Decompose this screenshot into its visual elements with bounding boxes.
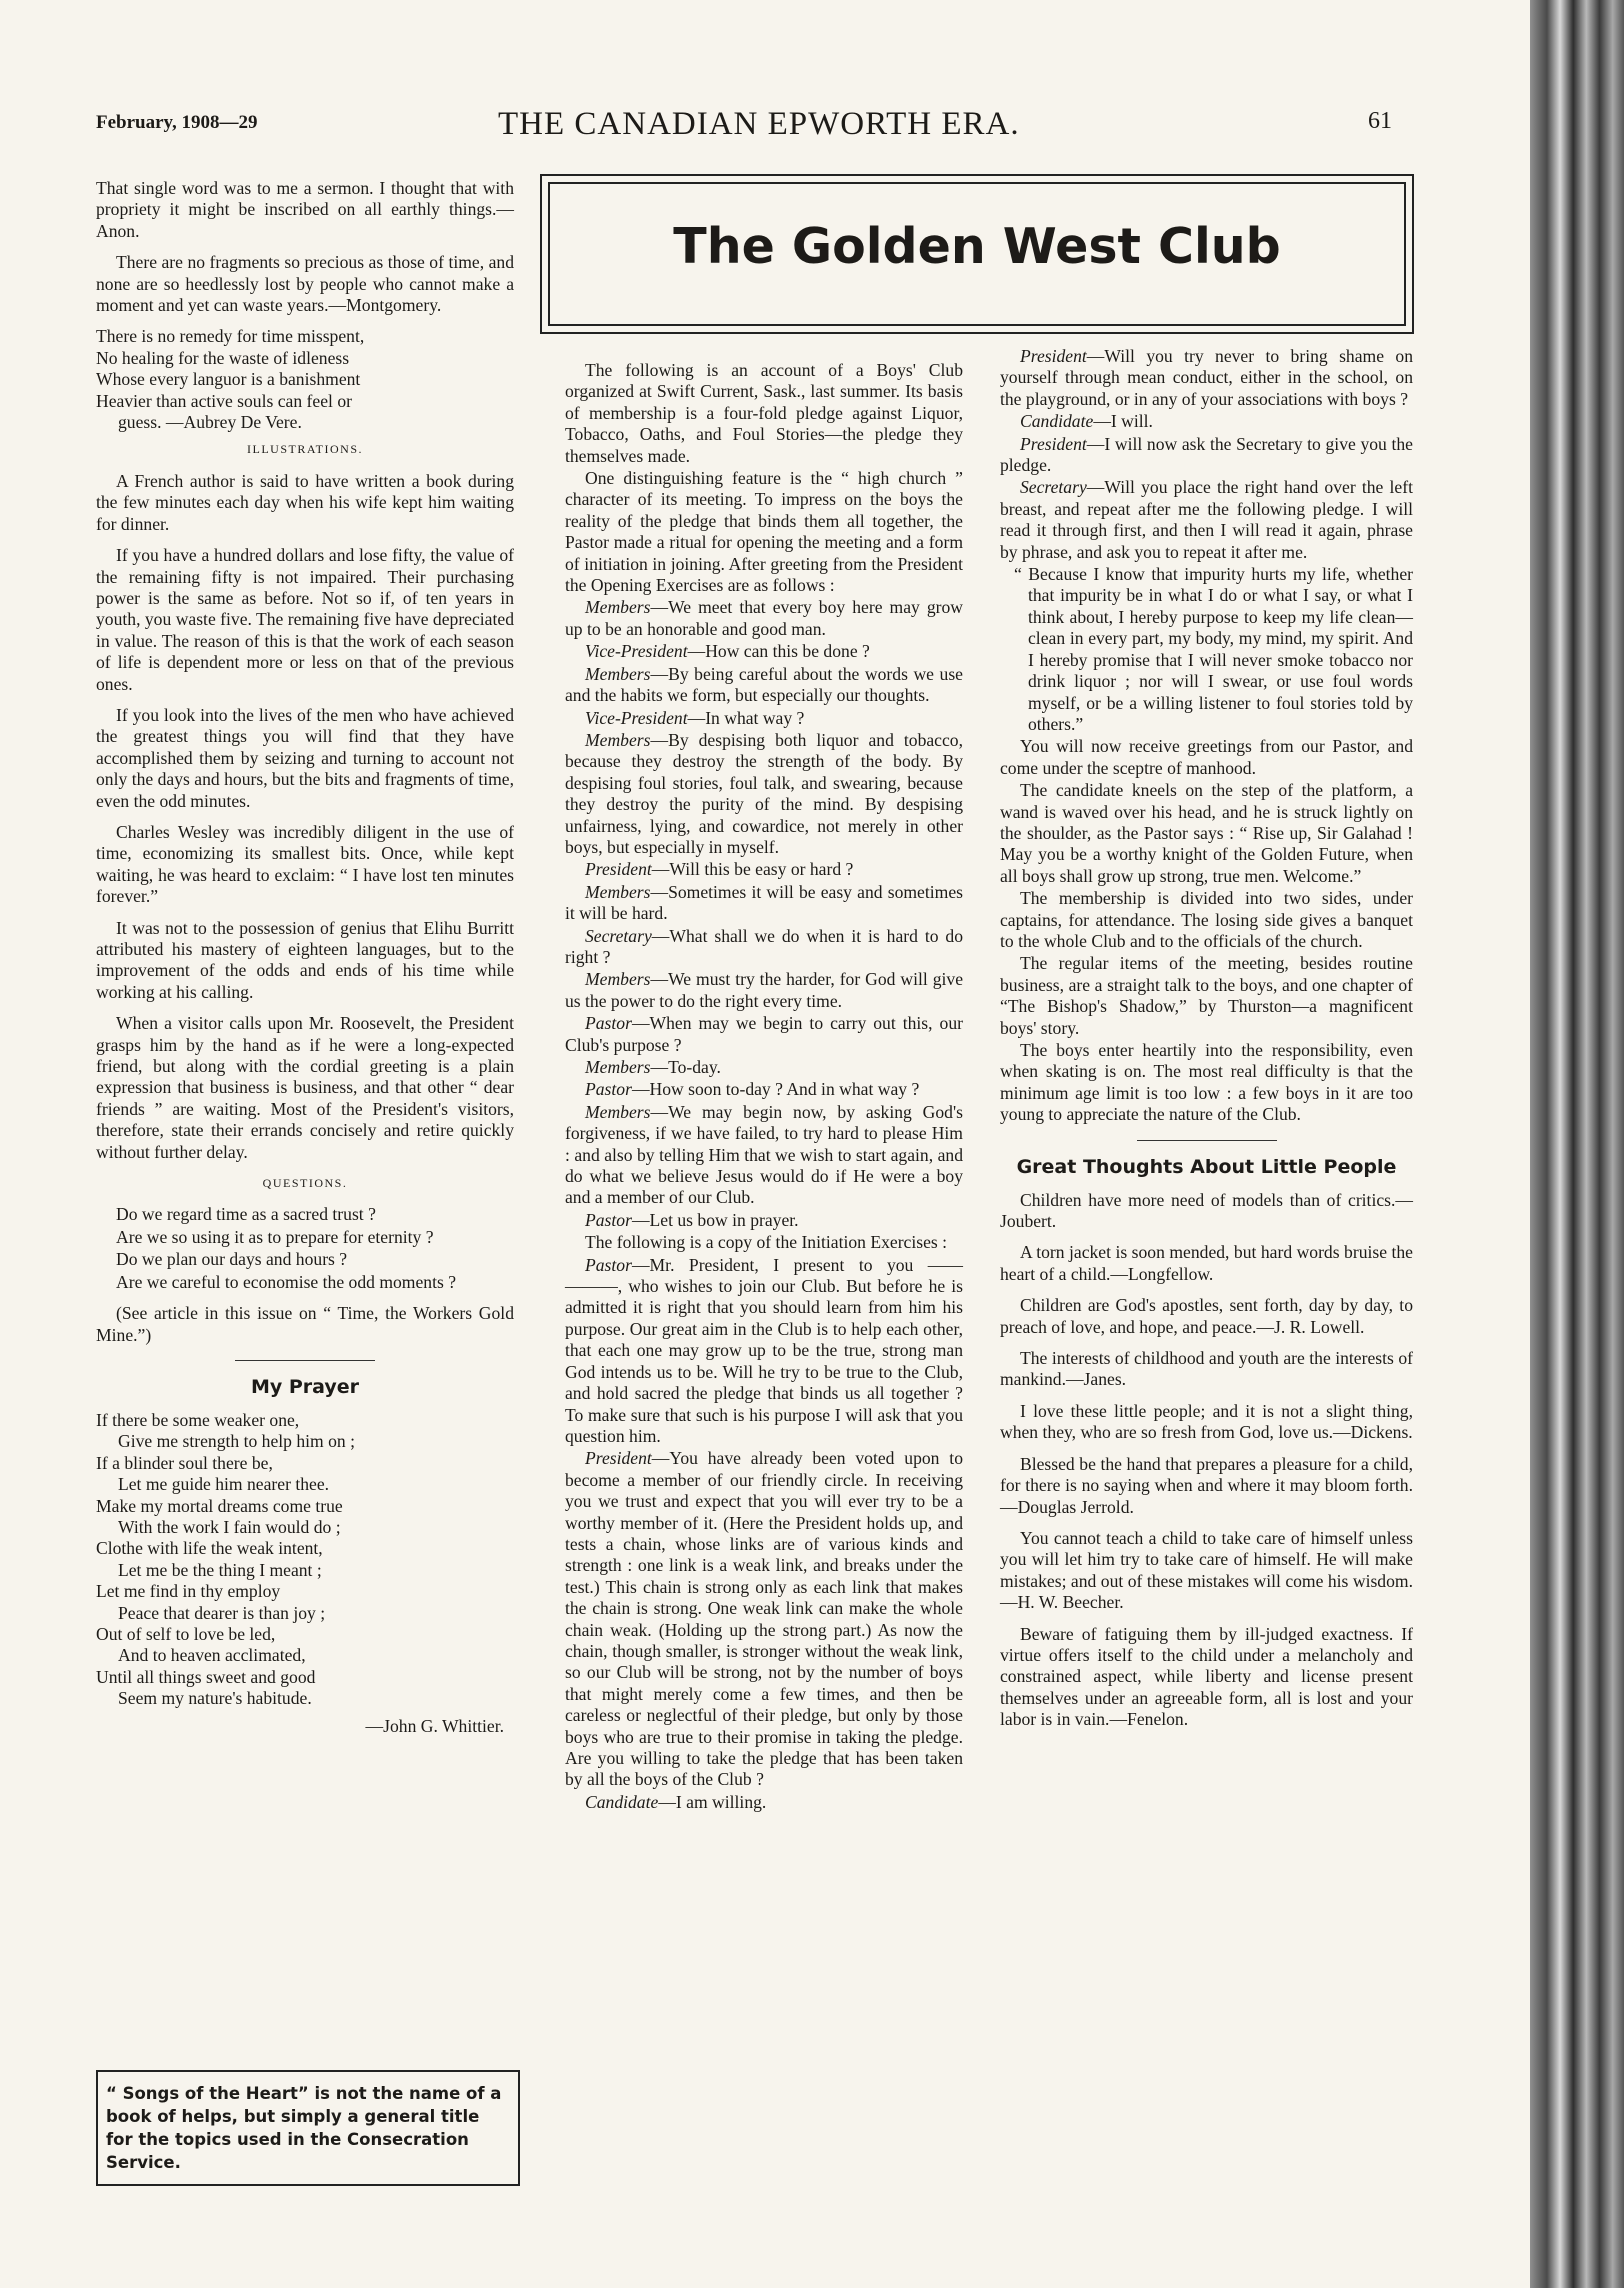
verse-line: Seem my nature's habitude. <box>118 1688 312 1709</box>
paragraph: A French author is said to have written a book during the few minutes each day when his wife kept him waiting for dinner. <box>96 470 514 534</box>
quote: Beware of fatiguing them by ill-judged exactness. If virtue offers itself to the child under a melancholy and constrained aspect, while liberty and license present themselves under an agreeable form, all is lost and your labor is in vain.—Fenelon. <box>1000 1623 1413 1730</box>
divider <box>235 1360 375 1361</box>
paragraph: If you have a hundred dollars and lose fifty, the value of the remaining fifty is not impaired. Their purchasing power is the same as before. Not so if, of ten years in youth, you waste five. The remaining five have depreciated in value. The reason of this is that the work of each season of life is dependent more or less on that of the previous ones. <box>96 545 514 694</box>
paragraph: When a visitor calls upon Mr. Roosevelt, the President grasps him by the hand as if he were a long-expected friend, but along with the cordial greeting is a plain expression that business is business, and that other “ dear friends ” are waiting. Most of the President's visitors, therefore, state their errands concisely and retire quickly without further delay. <box>96 1013 514 1162</box>
illustrations-heading: ILLUSTRATIONS. <box>247 442 363 457</box>
paragraph: There are no fragments so precious as those of time, and none are so heedlessly lost by people who cannot make a moment and yet can waste years.—Montgomery. <box>96 252 514 316</box>
verse-line: Clothe with life the weak intent, <box>96 1538 323 1559</box>
verse-line: No healing for the waste of idleness <box>96 347 350 368</box>
paragraph: The boys enter heartily into the responsibility, even when skating is on. The most real difficulty is that the minimum age limit is too low : a few boys in it are too young to appreciate the nature of the Club. <box>1000 1040 1413 1125</box>
ritual-line: Members—By being careful about the words we use and the habits we form, but especially our thoughts. <box>565 663 963 706</box>
prayer-poem <box>96 1410 514 1710</box>
paragraph: The regular items of the meeting, besides routine business, are a straight talk to the boys, and one chapter of “The Bishop's Shadow,” by Thurston—a magnificent boys' story. <box>1000 953 1413 1038</box>
ritual-line: President—Will you try never to bring shame on yourself through mean conduct, either in the school, on the playground, or in any of your associations with boys ? <box>1000 346 1413 409</box>
ritual-line: President—I will now ask the Secretary to give you the pledge. <box>1000 433 1413 476</box>
paragraph: Charles Wesley was incredibly diligent in the use of time, economizing its smallest bits. Once, while kept waiting, he was heard to exclaim: “ I have lost ten minutes forever.” <box>96 821 514 907</box>
pledge-text: “ Because I know that impurity hurts my life, whether that impurity be in what I do or what I say, or what I think about, I hereby purpose to keep my life clean—clean in every part, my body, my mind, my spirit. And I hereby promise that I will never smoke tobacco nor drink liquor ; nor will I swear, or use foul words myself, or be a willing listener to foul stories told by others.” <box>1014 564 1413 734</box>
question: Do we plan our days and hours ? <box>116 1249 348 1270</box>
verse-line: Let me be the thing I meant ; <box>118 1559 322 1580</box>
ritual-line: Members—Sometimes it will be easy and sometimes it will be hard. <box>565 881 963 924</box>
book-binding-edge <box>1530 0 1624 2288</box>
verse-line: Heavier than active souls can feel or <box>96 390 352 411</box>
ritual-line: Members—We meet that every boy here may grow up to be an honorable and good man. <box>565 597 963 639</box>
ritual-line: Members—To-day. <box>585 1057 721 1077</box>
question: Do we regard time as a sacred trust ? <box>116 1204 376 1225</box>
verse-line: If there be some weaker one, <box>96 1409 300 1430</box>
ritual-line: Members—We may begin now, by asking God's forgiveness, if we have failed, to try hard to please Him : and also by telling Him that we wish to start again, and do what we believe Jesus would do if He were a boy and a member of our Club. <box>565 1101 963 1208</box>
masthead: THE CANADIAN EPWORTH ERA. <box>498 106 1020 142</box>
ritual-line: Candidate—I am willing. <box>585 1791 767 1812</box>
ritual-line: Candidate—I will. <box>1020 411 1153 432</box>
question: Are we careful to economise the odd moments ? <box>116 1271 457 1292</box>
verse-line: guess. —Aubrey De Vere. <box>118 412 302 433</box>
paragraph: (See article in this issue on “ Time, the Workers Gold Mine.”) <box>96 1303 514 1345</box>
left-column <box>96 178 514 1737</box>
paragraph: One distinguishing feature is the “ high church ” character of its meeting. To impress on the boys the reality of the pledge that binds them all together, the Pastor made a ritual for opening the meeting and a form of initiation in joining. After greeting from the President the Opening Exercises are as follows : <box>565 468 963 596</box>
ritual-line: Members—By despising both liquor and tobacco, because they destroy the strength of the body. By despising foul stories, foul talk, and swearing, because they destroy the purity of the mind. By despising unfairness, lying, and cowardice, not merely in other boys, but especially in myself. <box>565 729 963 857</box>
verse-line: Let me guide him nearer thee. <box>118 1474 330 1495</box>
great-thoughts-title: Great Thoughts About Little People <box>1016 1155 1397 1178</box>
paragraph: The following is an account of a Boys' Club organized at Swift Current, Sask., last summer. Its basis of membership is a four-fold pledge against Liquor, Tobacco, Oaths, and Foul Stories—the pledge they themselves made. <box>565 360 963 466</box>
songs-of-the-heart-note: “ Songs of the Heart” is not the name of a book of helps, but simply a general title for the topics used in the Consecration Service. <box>96 2070 520 2186</box>
quote: I love these little people; and it is not a slight thing, when they, who are so fresh from God, love us.—Dickens. <box>1000 1400 1413 1443</box>
paragraph: It was not to the possession of genius that Elihu Burritt attributed his mastery of eighteen languages, but to the improvement of the odds and ends of his time while working at his calling. <box>96 917 514 1002</box>
ritual-line: Pastor—When may we begin to carry out this, our Club's purpose ? <box>565 1013 963 1055</box>
right-column <box>1000 346 1413 1741</box>
ritual-line: Pastor—How soon to-day ? And in what way ? <box>585 1079 920 1100</box>
verse-line: Until all things sweet and good <box>96 1666 316 1687</box>
ritual-line: Secretary—Will you place the right hand over the left breast, and repeat after me the following pledge. I will read it through first, and then I will read it again, phrase by phrase, and ask you to repeat it after me. <box>1000 477 1413 562</box>
paragraph: If you look into the lives of the men who have achieved the greatest things you will find that they have accomplished them by seizing and turning to account not only the days and hours, but the bits and fragments of time, even the odd minutes. <box>96 704 514 811</box>
paragraph: The membership is divided into two sides, under captains, for attendance. The losing side gives a banquet to the whole Club and to the officials of the church. <box>1000 888 1413 951</box>
paragraph: You will now receive greetings from our Pastor, and come under the sceptre of manhood. <box>1000 736 1413 778</box>
quote: Blessed be the hand that prepares a pleasure for a child, for there is no saying when and where it may bloom forth.—Douglas Jerrold. <box>1000 1453 1413 1517</box>
ritual-line: President—You have already been voted upon to become a member of our friendly circle. In receiving you we trust and expect that you will ever try to be a worthy member of it. (Here the President holds up, and tests a chain, whose links are of various kinds and strength : one link is a weak link, and breaks under the test.) This chain is strong only as each link that makes the chain is strong. One weak link can make the whole chain weak. (Holding up the strong part.) As now the chain, though smaller, is stronger without the weak link, so our Club will be strong, not by the number of boys that might merely come a few times, and then be careless or neglectful of their pledge, but only by those boys who are true to their promise in taking the pledge. Are you willing to take the pledge that has been taken by all the boys of the Club ? <box>565 1448 963 1790</box>
ritual-line: Pastor—Let us bow in prayer. <box>585 1209 799 1230</box>
question: Are we so using it as to prepare for eternity ? <box>116 1226 434 1247</box>
divider <box>1137 1140 1277 1141</box>
verse-time-misspent <box>96 326 514 433</box>
quote: A torn jacket is soon mended, but hard words bruise the heart of a child.—Longfellow. <box>1000 1242 1413 1284</box>
verse-line: Give me strength to help him on ; <box>118 1431 355 1452</box>
verse-line: Peace that dearer is than joy ; <box>118 1602 326 1623</box>
questions-heading: QUESTIONS. <box>262 1176 348 1191</box>
paragraph: The candidate kneels on the step of the platform, a wand is waved over his head, and he is struck lightly on the shoulder, as the Pastor says : “ Rise up, Sir Galahad ! May you be a worthy knight of the Golden Future, when all boys shall grow up strong, true men. Welcome.” <box>1000 780 1413 886</box>
ritual-line: President—Will this be easy or hard ? <box>585 859 854 880</box>
prayer-author: —John G. Whittier. <box>365 1715 504 1736</box>
ritual-line: Secretary—What shall we do when it is hard to do right ? <box>565 925 963 967</box>
golden-west-club-banner <box>540 174 1414 334</box>
middle-column <box>565 360 963 1814</box>
quote: You cannot teach a child to take care of himself unless you will let him try to take care of himself. He will make mistakes; and out of these mistakes will come his wisdom.—H. W. Beecher. <box>1000 1527 1413 1613</box>
ritual-line: Pastor—Mr. President, I present to you —— ———, who wishes to join our Club. But before he is admitted it is right that you should learn from him his purpose. Our great aim in the Club is to help each other, that each one may grow up to be the true, strong man God intends us to be. Will he try to be true to the Club, and hold sacred the pledge that binds us all together ? To make sure that such is his purpose I will ask that you question him. <box>565 1254 963 1446</box>
issue-date-page: February, 1908—29 <box>96 112 258 133</box>
paragraph: That single word was to me a sermon. I thought that with propriety it might be inscribed on all earthly things.—Anon. <box>96 178 514 241</box>
page-number: 61 <box>1368 108 1392 134</box>
ritual-line: Vice-President—How can this be done ? <box>585 641 870 662</box>
prayer-title: My Prayer <box>250 1375 360 1398</box>
verse-line: Let me find in thy employ <box>96 1581 281 1602</box>
banner-title: The Golden West Club <box>673 218 1281 275</box>
verse-line: Out of self to love be led, <box>96 1623 276 1644</box>
verse-line: And to heaven acclimated, <box>118 1645 306 1666</box>
quote: Children are God's apostles, sent forth, day by day, to preach of love, and hope, and peace.—J. R. Lowell. <box>1000 1295 1413 1337</box>
quote: The interests of childhood and youth are the interests of mankind.—Janes. <box>1000 1348 1413 1390</box>
quote: Children have more need of models than of critics.—Joubert. <box>1000 1189 1413 1232</box>
ritual-line: Vice-President—In what way ? <box>585 707 805 728</box>
verse-line: Make my mortal dreams come true <box>96 1495 343 1516</box>
verse-line: If a blinder soul there be, <box>96 1452 273 1473</box>
verse-line: With the work I fain would do ; <box>118 1516 341 1537</box>
ritual-line: Members—We must try the harder, for God will give us the power to do the right every time. <box>565 969 963 1011</box>
verse-line: Whose every languor is a banishment <box>96 369 361 390</box>
paragraph: The following is a copy of the Initiation Exercises : <box>585 1232 948 1253</box>
verse-line: There is no remedy for time misspent, <box>96 326 365 347</box>
